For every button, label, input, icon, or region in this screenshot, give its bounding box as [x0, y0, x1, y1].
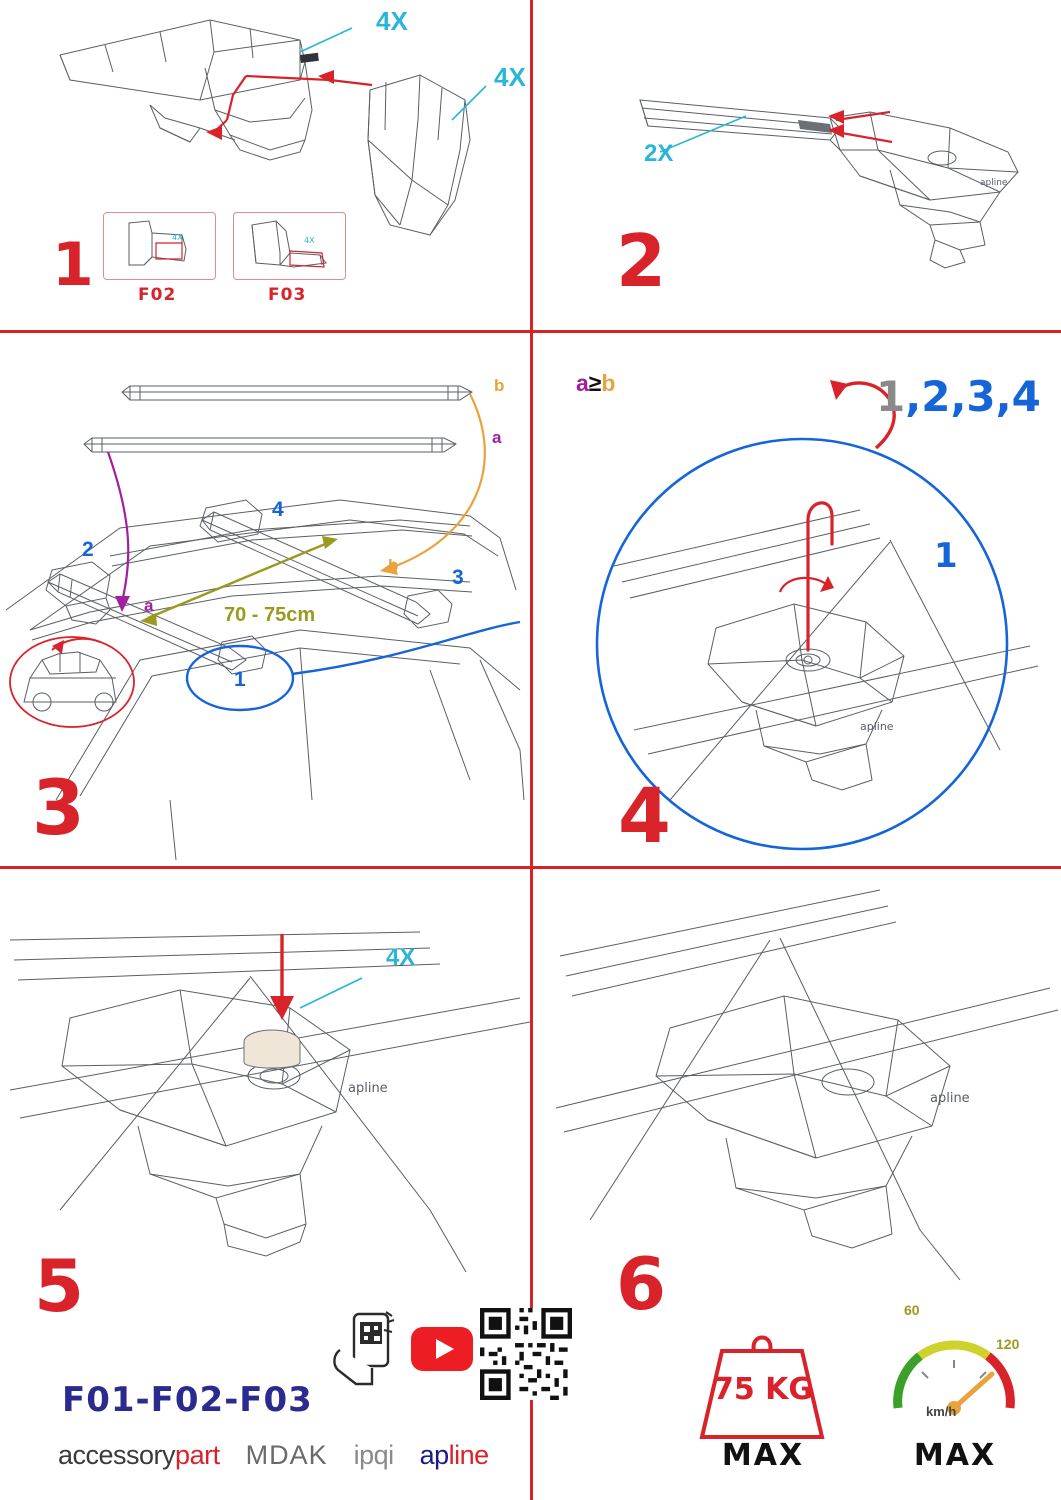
weight-value: 75 KG [712, 1372, 814, 1407]
speed-tick-60: 60 [904, 1302, 920, 1318]
brand-row [58, 1440, 489, 1471]
step-number-1: 1 [52, 230, 94, 300]
svg-text:apline: apline [930, 1091, 970, 1106]
panel-6-illustration [530, 880, 1061, 1280]
bar-label-b-curve: b [388, 556, 399, 575]
subfigure-f02-box [103, 212, 216, 280]
sequence-label: 1,2,3,4 [876, 372, 1041, 421]
position-number-3: 3 [452, 566, 464, 589]
position-number-2: 2 [82, 538, 94, 561]
brand-mdak: MDAK [245, 1440, 328, 1470]
youtube-icon[interactable] [410, 1326, 474, 1372]
qr-code-icon [480, 1308, 572, 1400]
bar-label-a-top: a [492, 428, 502, 447]
brand-ipqi: ipqi [353, 1440, 394, 1470]
speed-tick-120: 120 [996, 1336, 1020, 1352]
speed-unit-label: km/h [926, 1404, 957, 1419]
quantity-label-2x: 2X [644, 140, 674, 167]
callout-number-1: 1 [934, 536, 958, 576]
step-number-5: 5 [34, 1244, 85, 1328]
product-code-title: F01-F02-F03 [62, 1380, 313, 1420]
svg-text:apline: apline [348, 1081, 388, 1096]
bar-label-b-top: b [494, 376, 505, 395]
subfigure-f03-box [233, 212, 346, 280]
svg-text:apline: apline [860, 720, 894, 733]
part-code-f02: F02 [138, 285, 177, 305]
brand-apline: apline [419, 1440, 489, 1470]
position-number-1: 1 [234, 668, 246, 691]
weight-max-label: MAX [721, 1438, 805, 1473]
quantity-label-4x-top: 4X [376, 6, 408, 36]
step-number-3: 3 [32, 763, 85, 852]
position-number-4: 4 [272, 498, 284, 521]
step-number-6: 6 [616, 1242, 667, 1326]
panel-5-illustration [0, 880, 530, 1280]
quantity-label-4x-knob: 4X [386, 944, 416, 971]
part-code-f03: F03 [268, 285, 307, 305]
step-number-2: 2 [616, 219, 667, 303]
panel-2-illustration [530, 0, 1061, 330]
distance-label: 70 - 75cm [224, 604, 316, 626]
quantity-label-4x-cover: 4X [494, 62, 526, 92]
rule-a-ge-b: a≥b [576, 370, 616, 396]
phone-scan-icon [326, 1310, 396, 1390]
brand-accessorypart: accessorypart [58, 1440, 220, 1470]
svg-text:4X: 4X [304, 236, 315, 245]
step-number-4: 4 [618, 771, 671, 860]
bar-label-a-curve: a [144, 596, 154, 615]
svg-text:apline: apline [980, 178, 1008, 188]
speed-max-label: MAX [913, 1438, 997, 1473]
svg-text:4X: 4X [172, 233, 183, 242]
